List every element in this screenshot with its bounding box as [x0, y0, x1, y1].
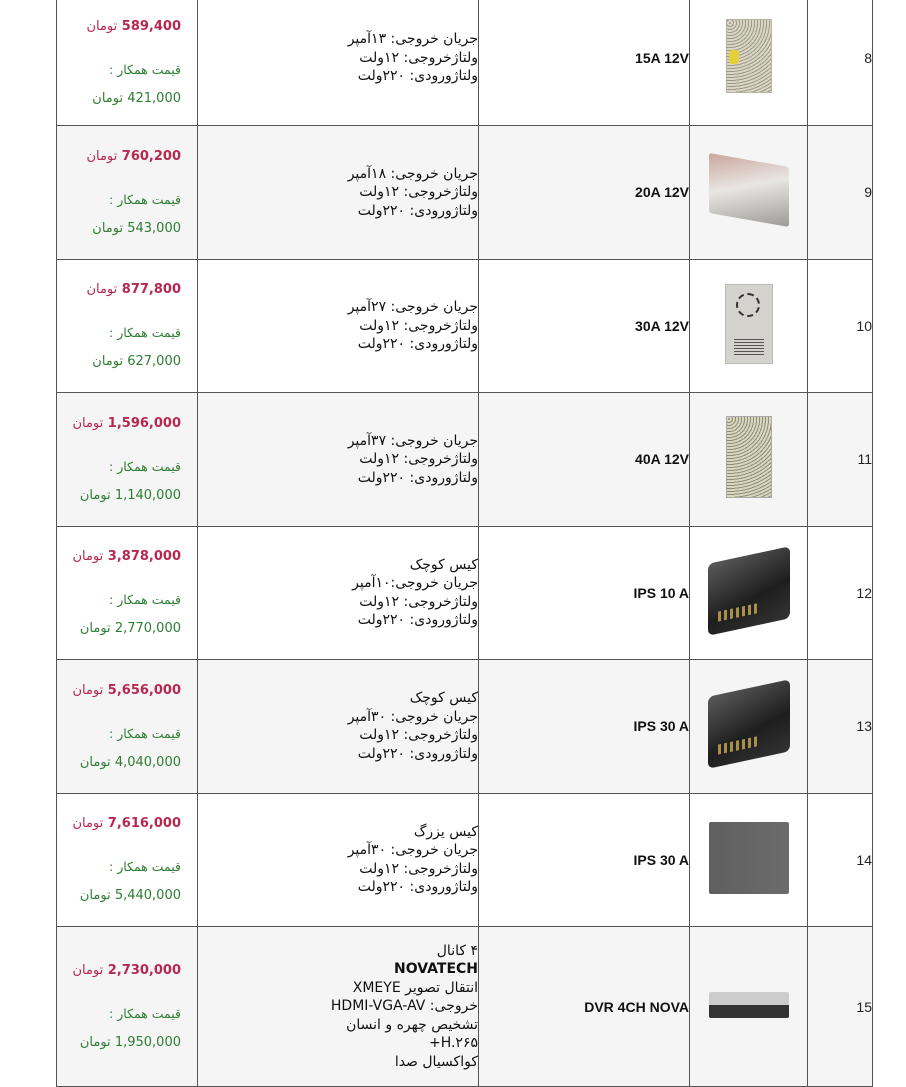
product-name: IPS 30 A — [479, 660, 690, 794]
price: 589,400 تومان — [86, 18, 181, 34]
description-cell: جریان خروجی: ۱۳آمپر ولتاژخروجی: ۱۲ولت ولتاژورودی: ۲۲۰ولت — [198, 0, 479, 126]
description-cell: جریان خروجی: ۱۸آمپر ولتاژخروجی: ۱۲ولت ولتاژورودی: ۲۲۰ولت — [198, 126, 479, 260]
price: 877,800 تومان — [86, 282, 181, 298]
table-row — [57, 660, 873, 794]
description-cell: جریان خروجی: ۲۷آمپر ولتاژخروجی: ۱۲ولت ولتاژورودی: ۲۲۰ولت — [198, 259, 479, 393]
product-name: 20A 12V — [479, 126, 690, 260]
price: 3,878,000 تومان — [72, 549, 181, 565]
table-row — [57, 126, 873, 260]
product-name: 40A 12V — [479, 393, 690, 527]
row-number: 8 — [808, 0, 873, 126]
price-cell — [57, 660, 198, 794]
product-image-cell — [690, 793, 808, 927]
row-number: 11 — [808, 393, 873, 527]
table-row — [57, 526, 873, 660]
table-row — [57, 793, 873, 927]
price: 1,596,000 تومان — [72, 415, 181, 431]
ips-black-image — [708, 680, 790, 769]
partner-price-label: قیمت همکار : — [109, 61, 181, 77]
row-number: 13 — [808, 660, 873, 794]
partner-price: 2,770,000 تومان — [79, 621, 181, 637]
description-cell: کیس کوچک جریان خروجی: ۳۰آمپر ولتاژخروجی: ۱۲ولت ولتاژورودی: ۲۲۰ولت — [198, 660, 479, 794]
row-number: 15 — [808, 927, 873, 1087]
partner-price: 627,000 تومان — [92, 354, 181, 370]
psu-grid-image — [726, 416, 772, 498]
product-name: 30A 12V — [479, 259, 690, 393]
price-cell — [57, 393, 198, 527]
product-image-cell — [690, 927, 808, 1087]
product-image-cell — [690, 126, 808, 260]
partner-price-label: قیمت همکار : — [109, 325, 181, 341]
price-cell — [57, 259, 198, 393]
price: 5,656,000 تومان — [72, 682, 181, 698]
partner-price-label: قیمت همکار : — [109, 1006, 181, 1021]
psu-box-image — [709, 153, 789, 227]
price: 760,200 تومان — [86, 148, 181, 164]
description-cell: کیس کوچک جریان خروجی:۱۰آمپر ولتاژخروجی: ۱۲ولت ولتاژورودی: ۲۲۰ولت — [198, 526, 479, 660]
psu-fan-image — [725, 284, 773, 364]
psu-silver-image — [726, 19, 772, 93]
price-cell — [57, 126, 198, 260]
partner-price-label: قیمت همکار : — [109, 859, 181, 875]
product-name: IPS 30 A — [479, 793, 690, 927]
product-image-cell — [690, 0, 808, 126]
table-row — [57, 259, 873, 393]
partner-price: 4,040,000 تومان — [79, 754, 181, 770]
price: 7,616,000 تومان — [72, 816, 181, 832]
description-cell: جریان خروجی: ۳۷آمپر ولتاژخروجی: ۱۲ولت ولتاژورودی: ۲۲۰ولت — [198, 393, 479, 527]
row-number: 14 — [808, 793, 873, 927]
partner-price: 421,000 تومان — [92, 90, 181, 106]
price: 2,730,000 تومان — [72, 963, 181, 978]
ips-black-image — [708, 546, 790, 635]
partner-price-label: قیمت همکار : — [109, 592, 181, 608]
price-cell — [57, 793, 198, 927]
product-name: IPS 10 A — [479, 526, 690, 660]
price-table — [56, 0, 873, 1087]
table-row — [57, 0, 873, 126]
price-cell — [57, 0, 198, 126]
partner-price: 543,000 تومان — [92, 220, 181, 236]
product-image-cell — [690, 393, 808, 527]
description-cell: کیس یزرگ جریان خروجی: ۳۰آمپر ولتاژخروجی: ۱۲ولت ولتاژورودی: ۲۲۰ولت — [198, 793, 479, 927]
product-image-cell — [690, 259, 808, 393]
table-row — [57, 927, 873, 1087]
price-cell — [57, 927, 198, 1087]
partner-price-label: قیمت همکار : — [109, 725, 181, 741]
description-cell: ۴ کانال NOVATECH انتقال تصویر XMEYE خروجی: HDMI-VGA-AV تشخیص چهره و انسان H.۲۶۵+ کواکسیال صدا — [198, 927, 479, 1087]
product-image-cell — [690, 526, 808, 660]
row-number: 12 — [808, 526, 873, 660]
product-name: DVR 4CH NOVA — [479, 927, 690, 1087]
partner-price-label: قیمت همکار : — [109, 458, 181, 474]
table-row — [57, 393, 873, 527]
product-name: 15A 12V — [479, 0, 690, 126]
partner-price: 1,140,000 تومان — [79, 487, 181, 503]
row-number: 9 — [808, 126, 873, 260]
partner-price: 1,950,000 تومان — [79, 1035, 181, 1050]
price-cell — [57, 526, 198, 660]
partner-price-label: قیمت همکار : — [109, 191, 181, 207]
product-image-cell — [690, 660, 808, 794]
partner-price: 5,440,000 تومان — [79, 888, 181, 904]
ips-grey-image — [709, 822, 789, 894]
row-number: 10 — [808, 259, 873, 393]
dvr-image — [709, 992, 789, 1018]
